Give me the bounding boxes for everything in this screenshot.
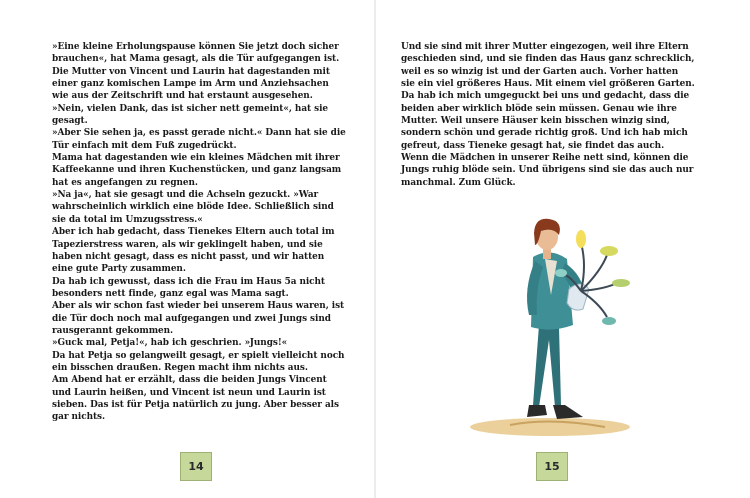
woman-with-lamp-illustration [455, 205, 655, 440]
paragraph: Aber als wir schon fast wieder bei unserem Haus waren, ist die Tür doch noch mal aufgegangen und zwei Jungs sind rausgerannt gekommen. [52, 301, 345, 336]
lamp-bulb [602, 317, 616, 325]
lamp-bulb [555, 269, 567, 277]
right-page [375, 0, 750, 498]
lamp-bulb [576, 230, 586, 248]
paragraph: Und sie sind mit ihrer Mutter eingezogen, weil ihre Eltern geschieden sind, und sie finden das Haus ganz schrecklich, weil es so winzig ist und der Garten auch. Vorher hatten sie ein viel größeres Haus. Mit einem viel größeren Garten. [401, 42, 695, 90]
right-shoe [553, 405, 583, 419]
paragraph: Da hat Petja so gelangweilt gesagt, er spielt vielleicht noch ein bisschen draußen. Regen macht ihm nichts aus. [52, 350, 345, 373]
paragraph: Da hab ich gewusst, dass ich die Frau im Haus 5a nicht besonders nett finde, ganz egal was Mama sagt. [52, 276, 325, 299]
left-shoe [527, 405, 547, 417]
neck [543, 249, 551, 259]
paragraph: »Eine kleine Erholungspause können Sie jetzt doch sicher brauchen«, hat Mama gesagt, als die Tür aufgegangen ist. [52, 42, 340, 65]
paragraph: Wenn die Mädchen in unserer Reihe nett sind, können die Jungs ruhig blöde sein. Und übrigens sind sie das auch nur manchmal. Zum Glück. [401, 153, 694, 188]
paragraph: »Guck mal, Petja!«, hab ich geschrien. »Jungs!« [52, 338, 288, 349]
left-page-text [52, 41, 346, 424]
page-number-right: 15 [536, 452, 568, 481]
trousers [533, 325, 561, 407]
paragraph: »Aber Sie sehen ja, es passt gerade nicht.« Dann hat sie die Tür einfach mit dem Fuß zugedrückt. [52, 128, 346, 151]
paragraph: »Nein, vielen Dank, das ist sicher nett gemeint«, hat sie gesagt. [52, 103, 328, 127]
right-page-text [401, 41, 695, 189]
paragraph: Aber ich hab gedacht, dass Tienekes Eltern auch total im Tapezierstress waren, als wir geklingelt haben, und sie haben nicht gesagt, dass es nicht passt, und wir hatten eine gute Party zusammen. [52, 227, 335, 275]
lamp-bulb [600, 246, 618, 256]
paragraph: Da hab ich mich umgeguckt bei uns und gedacht, dass die beiden aber wirklich blöde sein müssen. Genau wie ihre Mutter. Weil unsere Häuser kein bisschen winzig sind, sondern schön und gerade richtig groß. Und ich hab mich gefreut, dass Tieneke gesagt hat, sie findet das auch. [401, 91, 690, 151]
paragraph: Am Abend hat er erzählt, dass die beiden Jungs Vincent und Laurin heißen, und Vincent ist neun und Laurin ist sieben. Das ist für Petja natürlich zu jung. Aber besser als gar nichts. [52, 375, 339, 423]
paragraph: Mama hat dagestanden wie ein kleines Mädchen mit ihrer Kaffeekanne und ihren Kuchenstücken, und ganz langsam hat es angefangen zu regnen. [52, 153, 342, 188]
lamp-bulb [612, 279, 630, 287]
paragraph: »Na ja«, hat sie gesagt und die Achseln gezuckt. »War wahrscheinlich wirklich eine blöde Idee. Schließlich sind sie da total im Umzugsstress.« [52, 190, 334, 225]
paragraph: Die Mutter von Vincent und Laurin hat dagestanden mit einer ganz komischen Lampe im Arm und Anziehsachen wie aus der Zeitschrift und hat erstaunt ausgesehen. [52, 66, 330, 102]
page-number-left: 14 [180, 452, 212, 481]
